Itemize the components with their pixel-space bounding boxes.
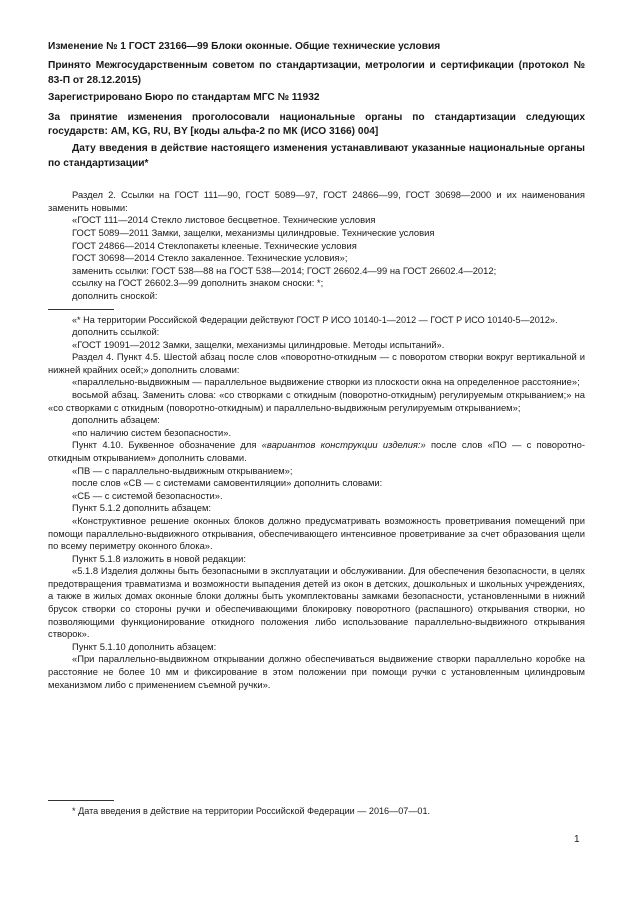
paragraph: «При параллельно-выдвижном открывании должно обеспечиваться выдвижение створки параллельно коробке на расстояние не более 10 мм и фиксирование в этом положении при помощи ручки с установленным цилиндровым механизмом либо с применением съемной ручки». xyxy=(48,653,585,690)
paragraph: восьмой абзац. Заменить слова: «со створками с откидным (поворотно-откидным) регулируемым открыванием;» на «со створками с откидным (поворотно-откидным) и параллельно-выдвижным регулируемым открыванием»; xyxy=(48,388,585,413)
paragraph: Пункт 5.1.2 дополнить абзацем: xyxy=(72,502,212,514)
paragraph: ссылку на ГОСТ 26602.3—99 дополнить знаком сноски: *; xyxy=(72,277,324,289)
inline-footnote: «* На территории Российской Федерации действуют ГОСТ Р ИСО 10140-1—2012 — ГОСТ Р ИСО 10140-5—2012». xyxy=(72,314,558,325)
page-footnote-block xyxy=(48,800,585,823)
accepted-statement: Принято Межгосударственным советом по стандартизации, метрологии и сертификации (протокол № 83-П от 28.12.2015) xyxy=(48,60,585,86)
paragraph: «по наличию систем безопасности». xyxy=(72,426,232,438)
paragraph: дополнить абзацем: xyxy=(72,414,160,426)
document-header xyxy=(48,40,585,171)
paragraph: Пункт 5.1.8 изложить в новой редакции: xyxy=(72,552,246,564)
paragraph-text: Пункт 4.10. Буквенное обозначение для xyxy=(72,439,262,451)
paragraph: дополнить сноской: xyxy=(72,290,158,301)
registration-statement: Зарегистрировано Бюро по стандартам МГС № 11932 xyxy=(48,92,320,104)
page-footnote: * Дата введения в действие на территории Российской Федерации — 2016—07—01. xyxy=(72,806,431,816)
paragraph: «ПВ — с параллельно-выдвижным открыванием»; xyxy=(72,464,293,476)
paragraph-text: после слов «ПО — с поворотно-откидным открыванием» дополнить словами. xyxy=(48,439,585,463)
paragraph: ГОСТ 5089—2011 Замки, защелки, механизмы цилиндровые. Технические условия xyxy=(72,227,435,239)
paragraph: «5.1.8 Изделия должны быть безопасными в эксплуатации и обслуживании. Для обеспечения безопасности, в целях предотвращения травматизма и возможности выпадения детей из окон в детских, дошкольных и школьных учреждениях, а также в жилых домах оконные блоки должны быть укомплектованы замками безопасности, установленными в нижний брусок створки со стороны ручки и обеспечивающими блокировку поворотного (распашного) открывания створки, но позволяющими функционирование откидного положения либо использование параллельно-выдвижного открывания створок». xyxy=(48,565,585,640)
page-number: 1 xyxy=(574,834,580,845)
paragraph: ГОСТ 24866—2014 Стеклопакеты клееные. Технические условия xyxy=(72,239,357,251)
paragraph: после слов «СВ — с системами самовентиляции» дополнить словами: xyxy=(72,477,383,489)
paragraph: Раздел 2. Ссылки на ГОСТ 111—90, ГОСТ 5089—97, ГОСТ 24866—99, ГОСТ 30698—2000 и их наименования заменить новыми: xyxy=(48,189,585,213)
paragraph: Пункт 5.1.10 дополнить абзацем: xyxy=(72,640,217,652)
effective-date-statement: Дату введения в действие настоящего изменения устанавливают указанные национальные органы по стандартизации* xyxy=(48,143,585,169)
paragraph: заменить ссылки: ГОСТ 538—88 на ГОСТ 538—2014; ГОСТ 26602.4—99 на ГОСТ 26602.4—2012; xyxy=(72,264,497,276)
paragraph: Раздел 4. Пункт 4.5. Шестой абзац после слов «поворотно-откидным — с поворотом створки вокруг вертикальной и нижней крайних осей;» дополнить словами: xyxy=(48,351,585,375)
footnote-divider xyxy=(48,800,114,801)
paragraph: «СБ — с системой безопасности». xyxy=(72,489,223,501)
document-page xyxy=(48,40,585,691)
paragraph: «параллельно-выдвижным — параллельное выдвижение створки из плоскости окна на определенное расстояние»; xyxy=(72,376,580,388)
paragraph: дополнить ссылкой: xyxy=(72,326,160,337)
document-body xyxy=(48,189,585,691)
paragraph xyxy=(48,439,585,464)
italic-phrase: «вариантов конструкции изделия:» xyxy=(261,439,426,451)
voting-statement: За принятие изменения проголосовали национальные органы по стандартизации следующих государств: AM, KG, RU, BY [коды альфа-2 по МК (ИСО 3166) 004] xyxy=(48,111,585,138)
footnote-divider xyxy=(48,309,114,310)
paragraph: «Конструктивное решение оконных блоков должно предусматривать возможность проветривания помещений при помощи параллельно-выдвижного открывания, обеспечивающего интенсивное проветривание за счет образования щели по всему периметру оконного блока». xyxy=(48,514,585,552)
amendment-title: Изменение № 1 ГОСТ 23166—99 Блоки оконные. Общие технические условия xyxy=(48,41,441,52)
paragraph: «ГОСТ 19091—2012 Замки, защелки, механизмы цилиндровые. Методы испытаний». xyxy=(72,338,445,350)
paragraph: ГОСТ 30698—2014 Стекло закаленное. Технические условия»; xyxy=(72,252,348,264)
paragraph: «ГОСТ 111—2014 Стекло листовое бесцветное. Технические условия xyxy=(72,214,376,226)
